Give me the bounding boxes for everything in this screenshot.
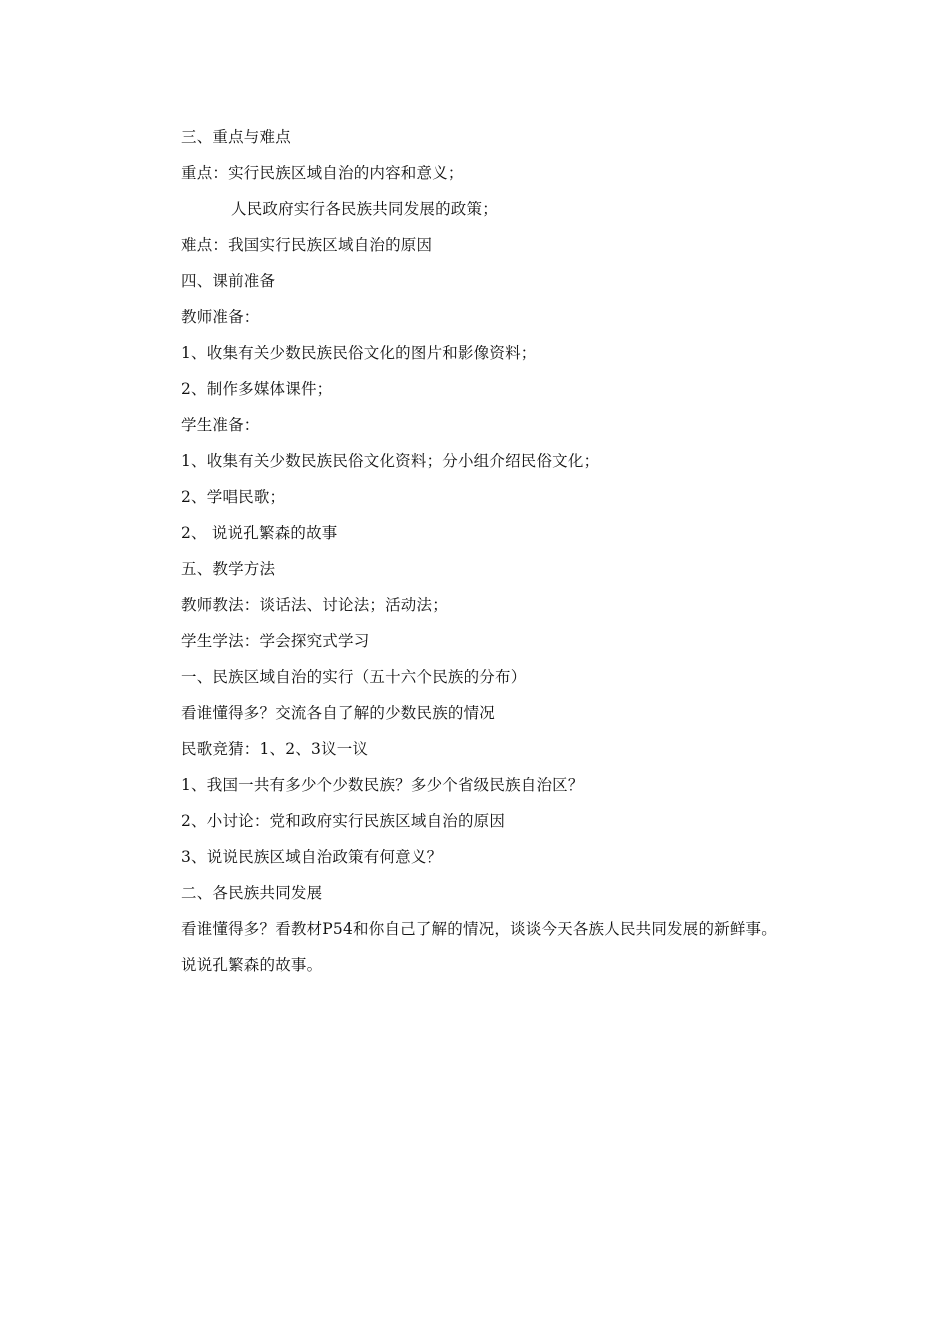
student-preparation-item: 2、学唱民歌； <box>181 488 286 506</box>
lesson-part-one-heading: 一、民族区域自治的实行（五十六个民族的分布） <box>181 668 527 686</box>
section-heading-methods: 五、教学方法 <box>181 560 276 578</box>
teaching-method-line: 教师教法：谈话法、讨论法；活动法； <box>181 596 448 614</box>
lesson-part-two-heading: 二、各民族共同发展 <box>181 884 323 902</box>
difficulty-line: 难点：我国实行民族区域自治的原因 <box>181 236 433 254</box>
discussion-question: 2、小讨论：党和政府实行民族区域自治的原因 <box>181 812 506 830</box>
student-preparation-label: 学生准备： <box>181 416 260 434</box>
teacher-preparation-item: 2、制作多媒体课件； <box>181 380 333 398</box>
key-point-line: 重点：实行民族区域自治的内容和意义； <box>181 164 464 182</box>
section-heading-preparation: 四、课前准备 <box>181 272 276 290</box>
key-point-continuation: 人民政府实行各民族共同发展的政策； <box>231 200 498 218</box>
learning-method-line: 学生学法：学会探究式学习 <box>181 632 370 650</box>
document-body <box>181 125 861 989</box>
discussion-question: 1、我国一共有多少个少数民族？多少个省级民族自治区？ <box>181 776 584 794</box>
lesson-activity-line: 民歌竞猜：1、2、3议一议 <box>181 740 369 758</box>
lesson-activity-line: 看谁懂得多？交流各自了解的少数民族的情况 <box>181 704 496 722</box>
student-preparation-item: 1、收集有关少数民族民俗文化资料；分小组介绍民俗文化； <box>181 452 600 470</box>
teacher-preparation-item: 1、收集有关少数民族民俗文化的图片和影像资料； <box>181 344 537 362</box>
section-heading-key-points: 三、重点与难点 <box>181 128 291 146</box>
discussion-question: 3、说说民族区域自治政策有何意义？ <box>181 848 443 866</box>
teacher-preparation-label: 教师准备： <box>181 308 260 326</box>
student-preparation-item: 2、 说说孔繁森的故事 <box>181 524 338 542</box>
lesson-activity-line: 说说孔繁森的故事。 <box>181 956 323 974</box>
lesson-activity-line: 看谁懂得多？看教材P54和你自己了解的情况，谈谈今天各族人民共同发展的新鲜事。 <box>181 920 777 938</box>
